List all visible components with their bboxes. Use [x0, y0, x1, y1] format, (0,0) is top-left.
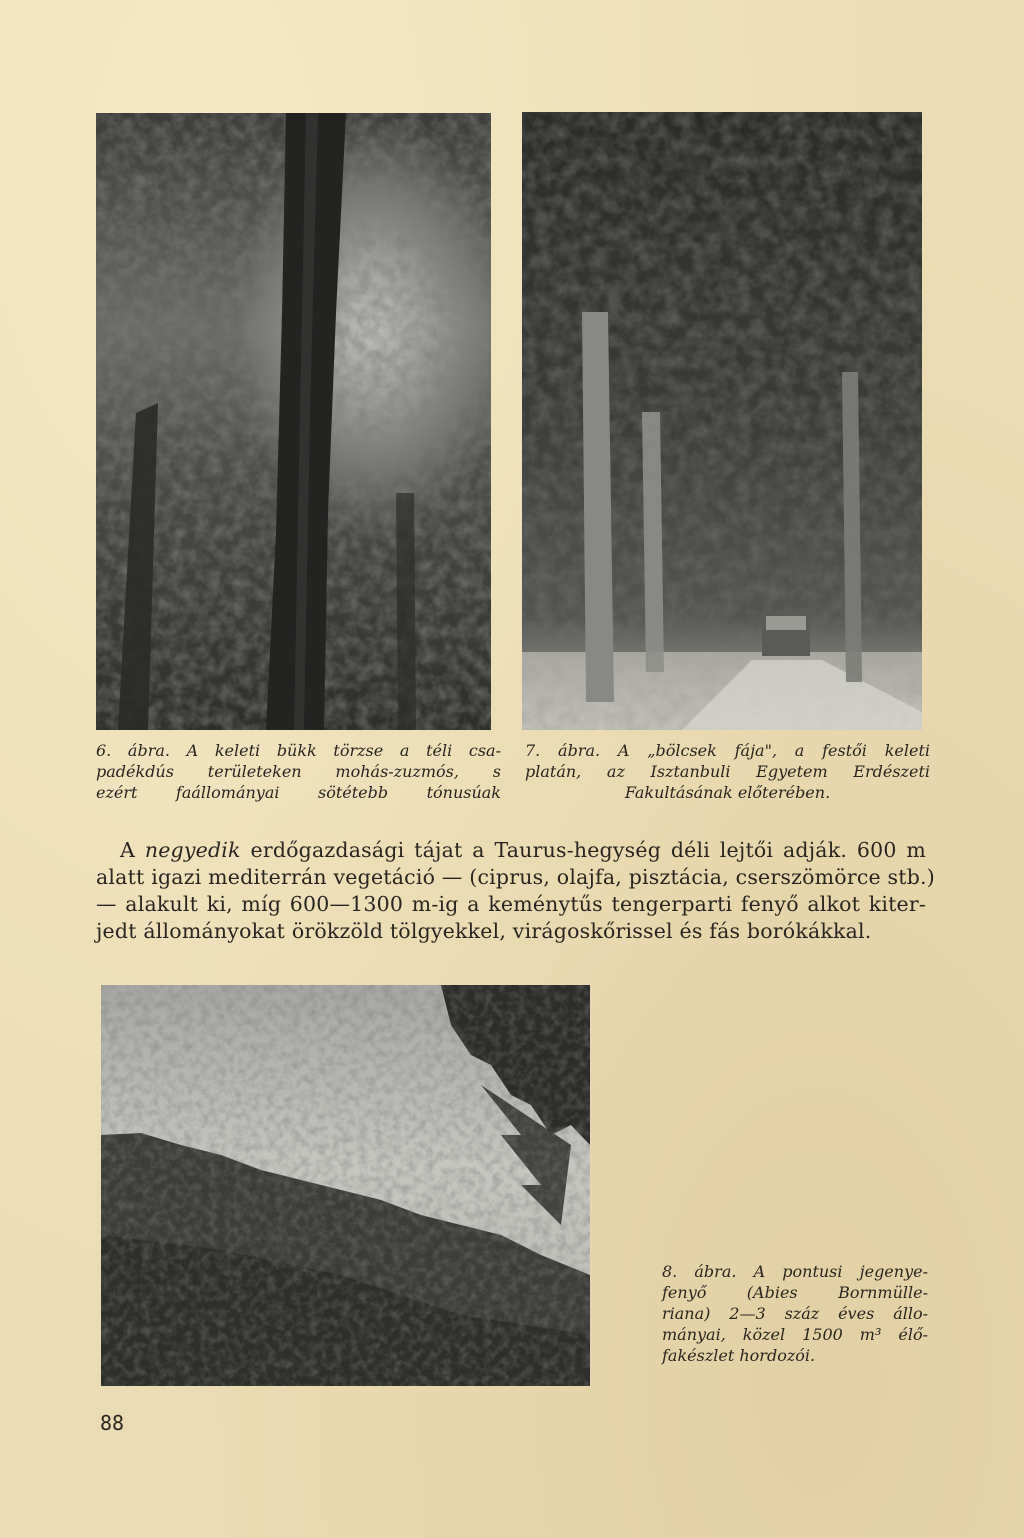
caption-line: fakészlet hordozói. — [662, 1346, 816, 1365]
caption-line: mányai, közel 1500 m³ élő- — [662, 1325, 928, 1344]
figure-7-caption — [525, 740, 930, 803]
body-line — [96, 837, 926, 864]
body-line: jedt állományokat örökzöld tölgyekkel, virágoskőrissel és fás borókákkal. — [96, 919, 872, 943]
body-italic-word: negyedik — [144, 838, 241, 862]
figure-6-caption — [96, 740, 501, 803]
figure-8-caption — [662, 1261, 928, 1366]
caption-line: padékdús területeken mohás-zuzmós, s — [96, 762, 501, 781]
figure-8-photo — [101, 985, 590, 1386]
fir-forest-image — [101, 985, 590, 1386]
figure-7-photo — [522, 112, 922, 730]
caption-line: 7. ábra. A „bölcsek fája", a festői keleti — [525, 741, 930, 760]
body-line: alatt igazi mediterrán vegetáció — (ciprus, olajfa, pisztácia, cserszömörce stb.) — [96, 865, 935, 889]
caption-line: 8. ábra. A pontusi jegenye- — [662, 1262, 928, 1281]
body-paragraph — [96, 837, 935, 945]
body-text-start: A — [120, 838, 145, 862]
caption-line: ezért faállományai sötétebb tónusúak — [96, 783, 501, 802]
caption-line: fenyő (Abies Bornmülle- — [662, 1283, 928, 1302]
beech-forest-image — [96, 113, 491, 730]
caption-line: Fakultásának előterében. — [624, 783, 831, 802]
caption-line: riana) 2—3 száz éves állo- — [662, 1304, 928, 1323]
page-number: 88 — [100, 1411, 125, 1435]
plane-tree-avenue-image — [522, 112, 922, 730]
body-line: — alakult ki, míg 600—1300 m-ig a keménytűs tengerparti fenyő alkot kiter- — [96, 892, 926, 916]
caption-line: 6. ábra. A keleti bükk törzse a téli csa- — [96, 741, 501, 760]
body-text-rest: erdőgazdasági tájat a Taurus-hegység déli lejtői adják. 600 m — [240, 838, 926, 862]
caption-line: platán, az Isztanbuli Egyetem Erdészeti — [525, 762, 930, 781]
figure-6-photo — [96, 113, 491, 730]
